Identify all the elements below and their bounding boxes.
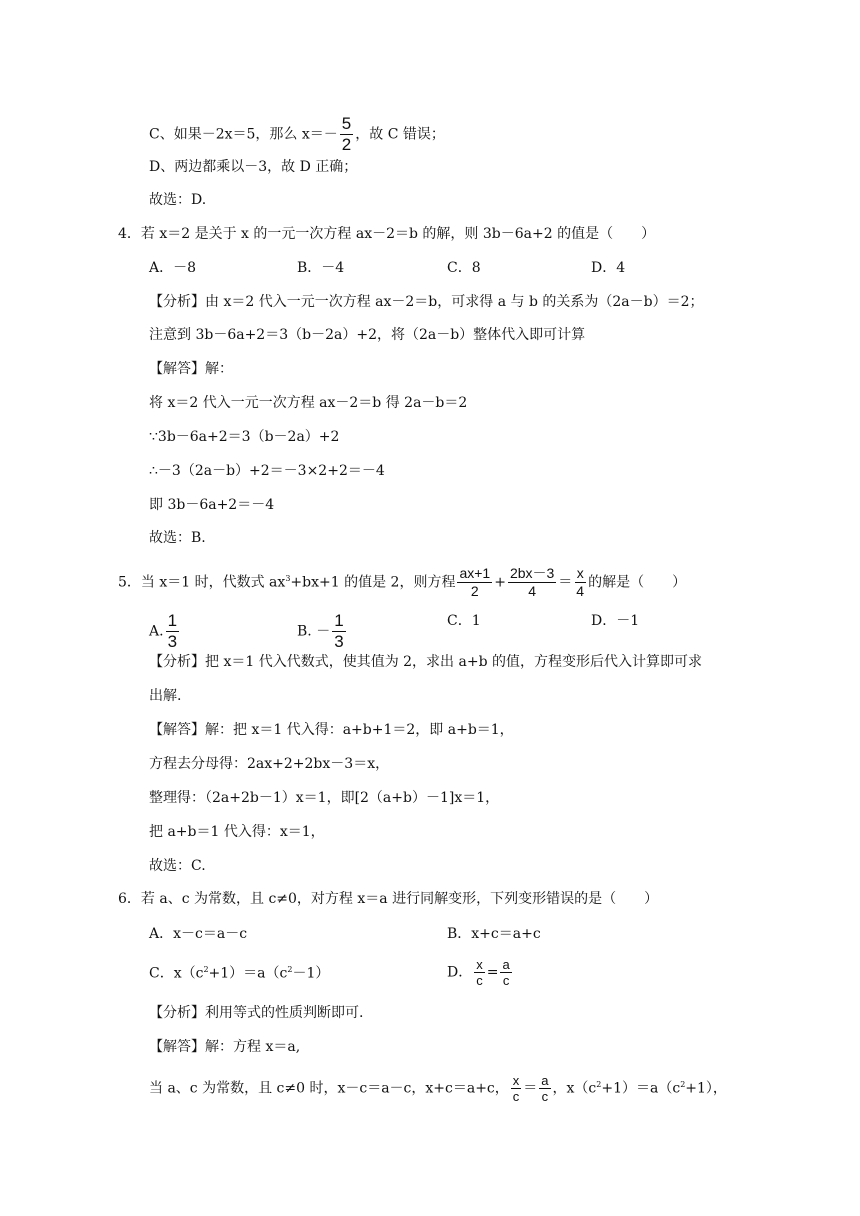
text: C、如果－2x＝5，那么 x＝－: [149, 126, 338, 143]
fraction: $\frac{x}{4}$: [576, 565, 585, 599]
q6-option-b: B．x+c＝a+c: [447, 926, 541, 942]
q4-option-a: A．－8: [149, 260, 197, 276]
q4-option-b: B．－4: [297, 260, 345, 276]
text: +bx+1 的值是 2，则方程: [290, 574, 456, 591]
fraction: $\frac{a}{c}$: [502, 957, 510, 988]
fraction: $\frac{ax+1}{2}$: [459, 565, 491, 599]
q5-option-c: C．1: [447, 613, 481, 629]
q4-solution-head: 【解答】解：: [149, 361, 233, 377]
question-6: 6．若 a、c 为常数，且 c≠0，对方程 x＝a 进行同解变形，下列变形错误的是（ ）: [118, 891, 659, 907]
q4-answer: 故选：B.: [149, 530, 206, 546]
q5-solution-1: 【解答】解：把 x＝1 代入得：a+b+1＝2，即 a+b＝1，: [149, 722, 514, 738]
q4-analysis-2: 注意到 3b－6a+2＝3（b－2a）+2，将（2a－b）整体代入即可计算: [149, 327, 586, 343]
text: +: [494, 574, 506, 591]
q6-solution-2: 当 a、c 为常数，且 c≠0 时，x－c＝a－c，x+c＝a+c， $\frac{x}{c}$ ＝ $\frac{a}{c}$ ，$x(c^2+1)=a(c^2+1)$，: [149, 1073, 727, 1104]
question-4: 4．若 x＝2 是关于 x 的一元一次方程 ax－2＝b 的解，则 3b－6a+2 的值是（ ）: [118, 226, 656, 242]
fraction: $\frac{a}{c}$: [541, 1073, 549, 1104]
q5-option-a: A. $\frac{1}{3}$: [149, 611, 178, 651]
fraction: $\frac{x}{c}$: [476, 957, 483, 988]
text: ，故 C 错误；: [355, 126, 445, 143]
q4-option-d: D．4: [591, 260, 626, 276]
q4-solution-4: 即 3b－6a+2＝－4: [149, 497, 275, 513]
q5-option-b: B. － $\frac{1}{3}$: [297, 611, 344, 651]
fraction: $\frac{1}{3}$: [167, 611, 178, 651]
q5-solution-4: 把 a+b＝1 代入得：x＝1，: [149, 824, 325, 840]
answer-choice: 故选：D.: [149, 192, 207, 208]
fraction: $\frac{2bx-3}{4}$: [509, 565, 555, 599]
q5-analysis-1: 【分析】把 x＝1 代入代数式，使其值为 2，求出 a+b 的值，方程变形后代入计算即可求: [149, 654, 702, 670]
q5-answer: 故选：C.: [149, 858, 206, 874]
answer-line-d: D、两边都乘以－3，故 D 正确；: [149, 159, 358, 175]
fraction: $\frac{1}{3}$: [334, 611, 344, 651]
q6-analysis: 【分析】利用等式的性质判断即可.: [149, 1005, 364, 1021]
q5-option-d: D．－1: [591, 613, 640, 629]
q5-solution-3: 整理得：（2a+2b－1）x＝1，即[2（a+b）－1]x＝1，: [149, 790, 500, 806]
q5-solution-2: 方程去分母得：2ax+2+2bx－3＝x，: [149, 756, 390, 772]
q4-analysis-1: 【分析】由 x＝2 代入一元一次方程 ax－2＝b，可求得 a 与 b 的关系为（2a－b）＝2；: [149, 294, 704, 310]
superscript: 3: [285, 573, 291, 583]
q6-option-d: D． $\frac{x}{c}$ = $\frac{a}{c}$: [447, 957, 510, 988]
text: 的解是（ ）: [588, 574, 687, 591]
q6-option-a: A．x－c＝a－c: [149, 926, 248, 942]
q5-analysis-2: 出解.: [149, 688, 182, 704]
fraction: $\frac{x}{c}$: [512, 1073, 520, 1104]
q4-solution-2: ∵3b－6a+2＝3（b－2a）+2: [149, 429, 340, 445]
text: 5．当 x＝1 时，代数式 ax: [118, 574, 286, 591]
q4-solution-1: 将 x＝2 代入一元一次方程 ax－2＝b 得 2a－b＝2: [149, 395, 468, 411]
q4-solution-3: ∴－3（2a－b）+2＝－3×2+2＝－4: [149, 463, 385, 479]
answer-line-c: [149, 114, 445, 155]
fraction: $\frac{5}{2}$: [341, 114, 352, 154]
q6-solution-1: 【解答】解：方程 x＝a,: [149, 1039, 301, 1055]
question-5: [118, 565, 686, 600]
text: ＝: [558, 574, 573, 591]
q4-option-c: C．8: [447, 260, 481, 276]
q6-option-c: C．$x(c^2+1)=a(c^2-1)$: [149, 965, 330, 982]
